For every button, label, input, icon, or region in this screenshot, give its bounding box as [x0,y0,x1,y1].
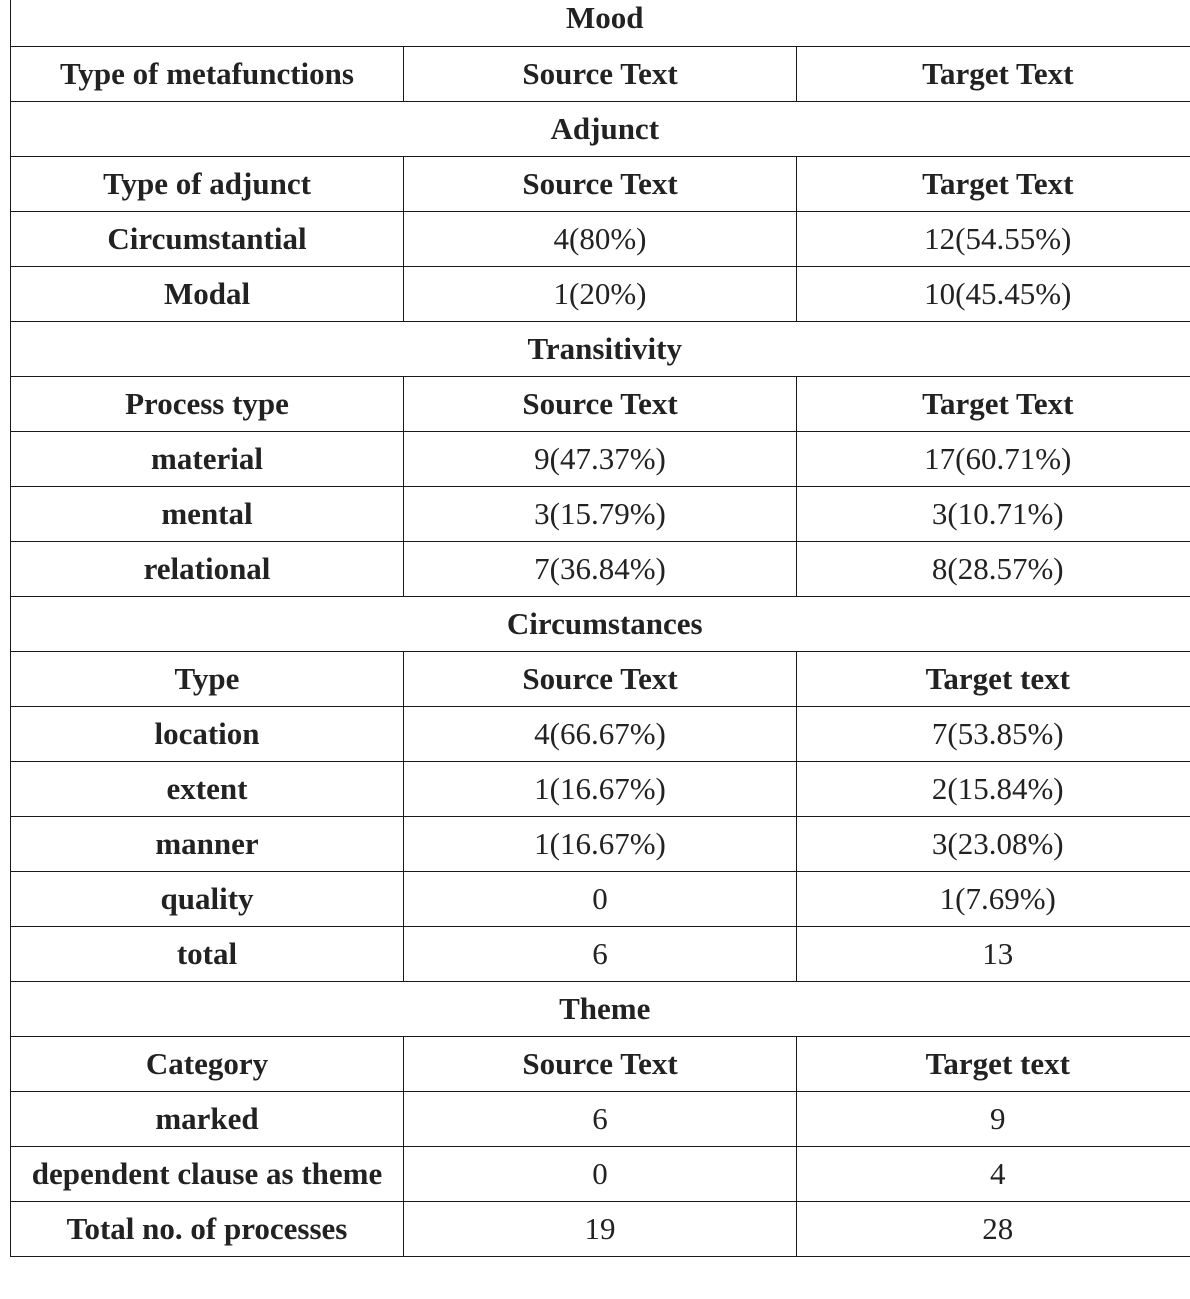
source-text-value: 1(16.67%) [404,761,797,816]
header-row [11,1036,1190,1091]
source-text-value: 19 [404,1201,797,1256]
section-row [11,596,1190,651]
table-row [11,871,1190,926]
target-text-value: 3(10.71%) [797,486,1190,541]
target-text-value: 2(15.84%) [797,761,1190,816]
column-header: Type [11,651,404,706]
source-text-value: 4(80%) [404,211,797,266]
target-text-value: 12(54.55%) [797,211,1190,266]
column-header: Target text [797,651,1190,706]
header-row [11,156,1190,211]
table-row [11,816,1190,871]
table-row [11,761,1190,816]
section-row [11,101,1190,156]
column-header: Target Text [797,156,1190,211]
table-row [11,541,1190,596]
section-row [11,0,1190,46]
row-label: total [11,926,404,981]
section-row [11,321,1190,376]
row-label: Circumstantial [11,211,404,266]
target-text-value: 13 [797,926,1190,981]
table-row [11,266,1190,321]
column-header: Type of adjunct [11,156,404,211]
row-label: manner [11,816,404,871]
target-text-value: 7(53.85%) [797,706,1190,761]
table-row [11,926,1190,981]
source-text-value: 4(66.67%) [404,706,797,761]
table-row [11,706,1190,761]
row-label: mental [11,486,404,541]
table-row [11,1146,1190,1201]
source-text-value: 3(15.79%) [404,486,797,541]
column-header: Target Text [797,46,1190,101]
row-label: location [11,706,404,761]
row-label: extent [11,761,404,816]
target-text-value: 17(60.71%) [797,431,1190,486]
section-title: Theme [11,981,1190,1036]
target-text-value: 1(7.69%) [797,871,1190,926]
section-title: Transitivity [11,321,1190,376]
section-title: Circumstances [11,596,1190,651]
table-row [11,1201,1190,1256]
source-text-value: 6 [404,1091,797,1146]
column-header: Type of metafunctions [11,46,404,101]
table-row [11,211,1190,266]
header-row [11,46,1190,101]
column-header: Source Text [404,651,797,706]
section-row [11,981,1190,1036]
target-text-value: 28 [797,1201,1190,1256]
section-title: Mood [11,0,1190,46]
target-text-value: 3(23.08%) [797,816,1190,871]
source-text-value: 9(47.37%) [404,431,797,486]
table-row [11,1091,1190,1146]
target-text-value: 4 [797,1146,1190,1201]
row-label: marked [11,1091,404,1146]
section-title: Adjunct [11,101,1190,156]
target-text-value: 9 [797,1091,1190,1146]
row-label: Modal [11,266,404,321]
source-text-value: 1(16.67%) [404,816,797,871]
source-text-value: 7(36.84%) [404,541,797,596]
column-header: Source Text [404,376,797,431]
target-text-value: 10(45.45%) [797,266,1190,321]
row-label: quality [11,871,404,926]
column-header: Category [11,1036,404,1091]
row-label: Total no. of processes [11,1201,404,1256]
source-text-value: 1(20%) [404,266,797,321]
column-header: Source Text [404,46,797,101]
row-label: dependent clause as theme [11,1146,404,1201]
source-text-value: 6 [404,926,797,981]
metafunctions-table [10,0,1190,1257]
header-row [11,651,1190,706]
table-row [11,486,1190,541]
target-text-value: 8(28.57%) [797,541,1190,596]
source-text-value: 0 [404,871,797,926]
source-text-value: 0 [404,1146,797,1201]
row-label: material [11,431,404,486]
column-header: Target text [797,1036,1190,1091]
table-body [11,0,1190,1256]
column-header: Process type [11,376,404,431]
column-header: Source Text [404,1036,797,1091]
column-header: Source Text [404,156,797,211]
header-row [11,376,1190,431]
row-label: relational [11,541,404,596]
column-header: Target Text [797,376,1190,431]
table-row [11,431,1190,486]
